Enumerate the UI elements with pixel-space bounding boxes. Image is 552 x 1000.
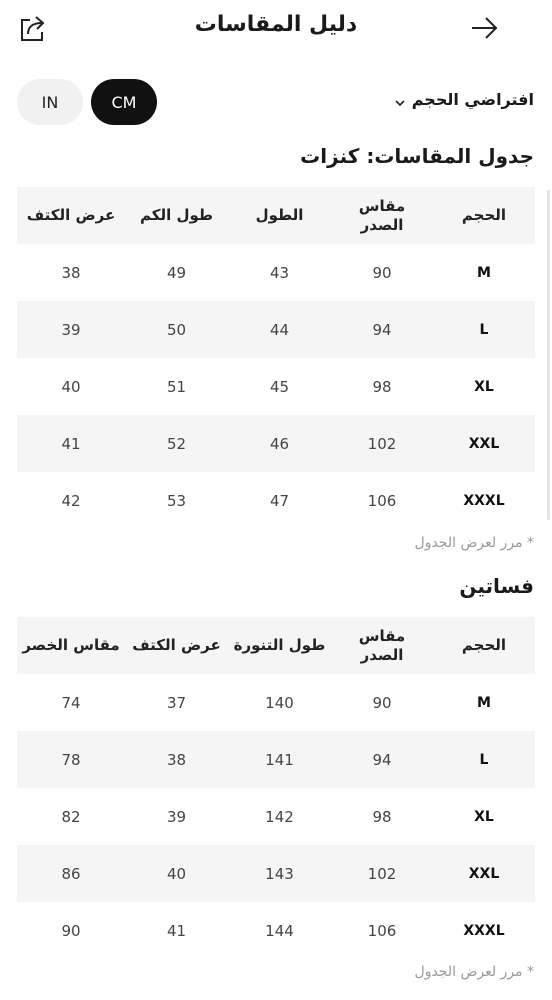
column-header: عرض الكتف <box>17 187 125 244</box>
table-scrollbar[interactable] <box>547 190 550 520</box>
table-row <box>17 788 535 845</box>
scroll-hint: * مرر لعرض الجدول <box>414 535 534 551</box>
table-cell: 38 <box>125 731 228 788</box>
table-cell: 42 <box>61 491 81 510</box>
table-row <box>17 472 535 529</box>
table-cell: 78 <box>17 731 125 788</box>
table-row <box>17 674 535 731</box>
sweaters-title: جدول المقاسات: كنزات <box>300 144 534 168</box>
table-cell: 86 <box>17 845 125 902</box>
page-title: دليل المقاسات <box>194 12 358 37</box>
table-cell: 98 <box>372 377 392 396</box>
column-header: طول الكم <box>125 187 228 244</box>
table-cell: 90 <box>61 921 81 940</box>
table-cell: 142 <box>265 807 294 826</box>
table-cell: 41 <box>166 921 187 940</box>
unit-cm-button[interactable]: CM <box>91 79 157 125</box>
column-header: الطول <box>228 187 331 244</box>
table-cell: 49 <box>166 263 187 282</box>
table-cell: 47 <box>269 491 290 510</box>
size-cell: XXL <box>433 845 535 902</box>
table-row <box>17 902 535 959</box>
column-header: عرض الكتف <box>125 617 228 674</box>
table-cell: 90 <box>372 693 392 712</box>
column-header: مقاس الخصر <box>17 617 125 674</box>
table-row <box>17 244 535 301</box>
table-row <box>17 845 535 902</box>
size-cell: XL <box>474 808 494 825</box>
size-cell: L <box>433 301 535 358</box>
column-header: مقاس الصدر <box>331 617 433 674</box>
chevron-down-icon <box>394 94 406 106</box>
size-cell: M <box>477 694 491 711</box>
table-cell: 102 <box>331 845 433 902</box>
header-bar <box>0 0 552 60</box>
unit-toggle <box>17 79 157 125</box>
column-header: طول التنورة <box>228 617 331 674</box>
table-cell: 40 <box>61 377 81 396</box>
column-header: الحجم <box>433 187 535 244</box>
table-cell: 45 <box>269 377 290 396</box>
table-cell: 74 <box>61 693 81 712</box>
table-cell: 39 <box>17 301 125 358</box>
table-cell: 38 <box>61 263 81 282</box>
size-cell: XXL <box>433 415 535 472</box>
dresses-size-table[interactable] <box>17 617 535 959</box>
table-cell: 82 <box>61 807 81 826</box>
table-cell: 51 <box>166 377 187 396</box>
table-cell: 141 <box>228 731 331 788</box>
size-default-dropdown[interactable] <box>394 90 534 109</box>
table-row <box>17 731 535 788</box>
dresses-title: فساتين <box>459 574 534 598</box>
scroll-hint: * مرر لعرض الجدول <box>414 964 534 980</box>
table-cell: 106 <box>367 921 397 940</box>
size-default-label: افتراضي الحجم <box>411 90 534 109</box>
table-cell: 106 <box>367 491 397 510</box>
table-cell: 39 <box>166 807 187 826</box>
table-cell: 41 <box>17 415 125 472</box>
size-cell: M <box>477 264 491 281</box>
table-row <box>17 415 535 472</box>
table-cell: 52 <box>125 415 228 472</box>
unit-in-button[interactable]: IN <box>17 79 83 125</box>
table-cell: 44 <box>228 301 331 358</box>
table-cell: 94 <box>331 301 433 358</box>
table-cell: 50 <box>125 301 228 358</box>
table-row <box>17 301 535 358</box>
table-header-row <box>17 187 535 244</box>
arrow-right-icon[interactable] <box>468 12 500 44</box>
table-cell: 46 <box>228 415 331 472</box>
table-cell: 43 <box>269 263 290 282</box>
size-cell: XXXL <box>463 922 505 939</box>
table-row <box>17 358 535 415</box>
table-cell: 53 <box>166 491 187 510</box>
table-cell: 37 <box>166 693 187 712</box>
table-cell: 40 <box>125 845 228 902</box>
table-header-row <box>17 617 535 674</box>
column-header: مقاس الصدر <box>331 187 433 244</box>
table-cell: 102 <box>331 415 433 472</box>
column-header: الحجم <box>433 617 535 674</box>
size-cell: L <box>433 731 535 788</box>
sweaters-size-table[interactable] <box>17 187 535 529</box>
table-cell: 140 <box>265 693 294 712</box>
table-cell: 144 <box>265 921 294 940</box>
table-cell: 98 <box>372 807 392 826</box>
size-cell: XL <box>474 378 494 395</box>
table-cell: 94 <box>331 731 433 788</box>
table-cell: 143 <box>228 845 331 902</box>
size-cell: XXXL <box>463 492 505 509</box>
table-cell: 90 <box>372 263 392 282</box>
